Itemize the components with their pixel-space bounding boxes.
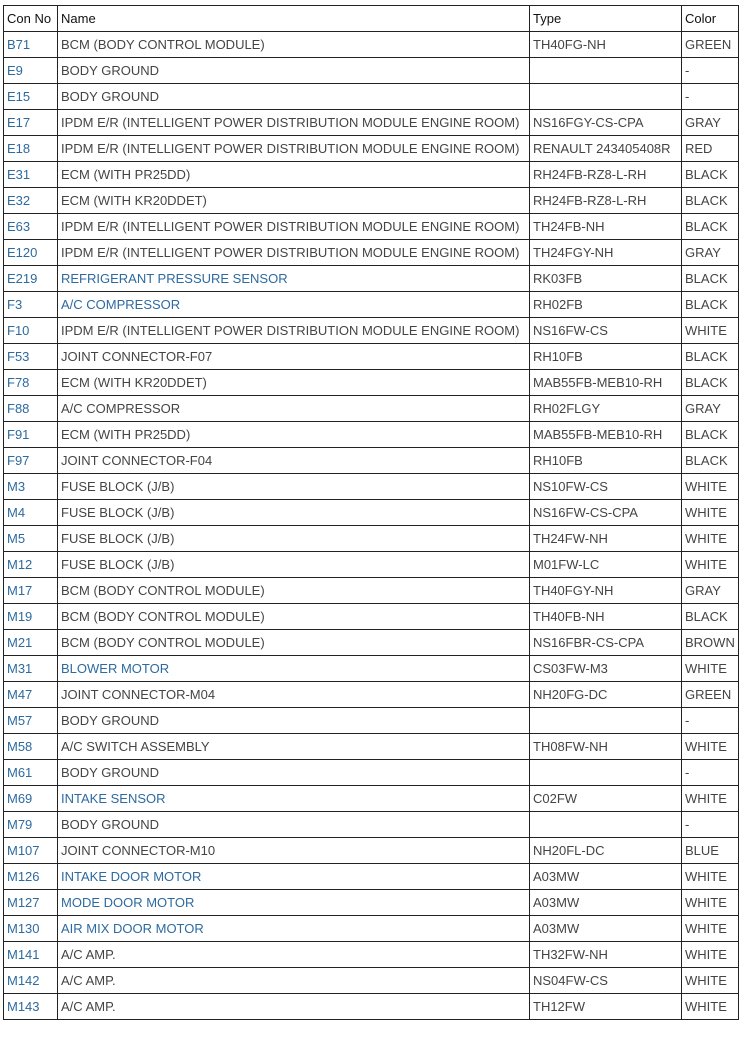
- table-header-row: [4, 6, 739, 32]
- header-con-no: Con No: [4, 6, 58, 32]
- component-name: BODY GROUND: [61, 765, 159, 780]
- component-name: ECM (WITH KR20DDET): [61, 375, 207, 390]
- component-name: IPDM E/R (INTELLIGENT POWER DISTRIBUTION MODULE ENGINE ROOM): [61, 141, 520, 156]
- table-row: [4, 786, 739, 812]
- connector-table: [3, 5, 739, 1020]
- connector-link[interactable]: F91: [7, 427, 30, 442]
- connector-type: TH40FG-NH: [533, 37, 606, 52]
- connector-link[interactable]: E17: [7, 115, 31, 130]
- table-row: [4, 162, 739, 188]
- header-color: Color: [682, 6, 739, 32]
- connector-link[interactable]: M3: [7, 479, 26, 494]
- connector-type: RH10FB: [533, 349, 583, 364]
- component-name: A/C AMP.: [61, 973, 116, 988]
- table-row: [4, 266, 739, 292]
- table-row: [4, 916, 739, 942]
- connector-link[interactable]: M4: [7, 505, 26, 520]
- table-row: [4, 110, 739, 136]
- connector-type: NH20FL-DC: [533, 843, 605, 858]
- table-row: [4, 292, 739, 318]
- connector-link[interactable]: M127: [7, 895, 40, 910]
- connector-type: C02FW: [533, 791, 578, 806]
- connector-type: NS16FW-CS-CPA: [533, 505, 638, 520]
- connector-color: BLACK: [685, 297, 728, 312]
- component-name: A/C AMP.: [61, 947, 116, 962]
- component-name: BODY GROUND: [61, 713, 159, 728]
- connector-link[interactable]: M17: [7, 583, 33, 598]
- connector-link[interactable]: E15: [7, 89, 31, 104]
- connector-color: WHITE: [685, 557, 727, 572]
- table-row: [4, 734, 739, 760]
- table-row: [4, 682, 739, 708]
- connector-type: TH32FW-NH: [533, 947, 608, 962]
- connector-color: BLACK: [685, 193, 728, 208]
- component-link[interactable]: MODE DOOR MOTOR: [61, 895, 195, 910]
- connector-link[interactable]: B71: [7, 37, 31, 52]
- table-row: [4, 370, 739, 396]
- connector-link[interactable]: M19: [7, 609, 33, 624]
- connector-type: A03MW: [533, 869, 580, 884]
- table-row: [4, 864, 739, 890]
- connector-color: GRAY: [685, 583, 721, 598]
- connector-color: WHITE: [685, 479, 727, 494]
- connector-type: A03MW: [533, 921, 580, 936]
- table-row: [4, 708, 739, 734]
- connector-color: GRAY: [685, 245, 721, 260]
- connector-link[interactable]: M21: [7, 635, 33, 650]
- connector-color: WHITE: [685, 661, 727, 676]
- component-name: A/C SWITCH ASSEMBLY: [61, 739, 210, 754]
- connector-link[interactable]: E63: [7, 219, 31, 234]
- connector-color: BLACK: [685, 167, 728, 182]
- component-name: FUSE BLOCK (J/B): [61, 505, 175, 520]
- component-name: BODY GROUND: [61, 89, 159, 104]
- connector-color: WHITE: [685, 895, 727, 910]
- connector-link[interactable]: M141: [7, 947, 40, 962]
- connector-color: BLACK: [685, 349, 728, 364]
- connector-link[interactable]: M12: [7, 557, 33, 572]
- table-row: [4, 526, 739, 552]
- connector-color: WHITE: [685, 999, 727, 1014]
- component-name: IPDM E/R (INTELLIGENT POWER DISTRIBUTION MODULE ENGINE ROOM): [61, 323, 520, 338]
- connector-color: GREEN: [685, 37, 732, 52]
- connector-link[interactable]: M61: [7, 765, 33, 780]
- table-row: [4, 474, 739, 500]
- connector-type: NH20FG-DC: [533, 687, 608, 702]
- connector-color: WHITE: [685, 791, 727, 806]
- table-row: [4, 136, 739, 162]
- component-name: IPDM E/R (INTELLIGENT POWER DISTRIBUTION MODULE ENGINE ROOM): [61, 115, 520, 130]
- table-row: [4, 942, 739, 968]
- connector-type: MAB55FB-MEB10-RH: [533, 375, 663, 390]
- component-name: BCM (BODY CONTROL MODULE): [61, 37, 265, 52]
- connector-color: BLACK: [685, 375, 728, 390]
- connector-color: WHITE: [685, 947, 727, 962]
- connector-link[interactable]: E219: [7, 271, 38, 286]
- connector-color: -: [685, 89, 690, 104]
- component-name: BODY GROUND: [61, 817, 159, 832]
- component-name: IPDM E/R (INTELLIGENT POWER DISTRIBUTION MODULE ENGINE ROOM): [61, 219, 520, 234]
- table-row: [4, 318, 739, 344]
- table-row: [4, 630, 739, 656]
- table-row: [4, 968, 739, 994]
- connector-type: TH40FGY-NH: [533, 583, 614, 598]
- connector-type: NS16FBR-CS-CPA: [533, 635, 645, 650]
- connector-link[interactable]: M79: [7, 817, 33, 832]
- connector-link[interactable]: M47: [7, 687, 33, 702]
- connector-type: TH24FW-NH: [533, 531, 608, 546]
- connector-color: BLACK: [685, 453, 728, 468]
- component-name: A/C AMP.: [61, 999, 116, 1014]
- connector-color: -: [685, 63, 690, 78]
- connector-color: -: [685, 765, 690, 780]
- connector-type: TH24FGY-NH: [533, 245, 614, 260]
- table-row: [4, 32, 739, 58]
- component-name: ECM (WITH PR25DD): [61, 167, 191, 182]
- connector-link[interactable]: F10: [7, 323, 30, 338]
- table-row: [4, 422, 739, 448]
- connector-link[interactable]: E120: [7, 245, 38, 260]
- connector-type: TH08FW-NH: [533, 739, 608, 754]
- connector-color: RED: [685, 141, 713, 156]
- connector-link[interactable]: M5: [7, 531, 26, 546]
- component-name: JOINT CONNECTOR-M04: [61, 687, 216, 702]
- connector-type: RH02FLGY: [533, 401, 601, 416]
- connector-color: WHITE: [685, 921, 727, 936]
- connector-link[interactable]: M69: [7, 791, 33, 806]
- connector-link[interactable]: M130: [7, 921, 40, 936]
- table-row: [4, 188, 739, 214]
- component-name: IPDM E/R (INTELLIGENT POWER DISTRIBUTION MODULE ENGINE ROOM): [61, 245, 520, 260]
- connector-color: BLACK: [685, 609, 728, 624]
- component-link[interactable]: AIR MIX DOOR MOTOR: [61, 921, 204, 936]
- connector-type: MAB55FB-MEB10-RH: [533, 427, 663, 442]
- component-name: BODY GROUND: [61, 63, 159, 78]
- connector-link[interactable]: F78: [7, 375, 30, 390]
- connector-color: WHITE: [685, 739, 727, 754]
- component-link[interactable]: REFRIGERANT PRESSURE SENSOR: [61, 271, 288, 286]
- connector-color: WHITE: [685, 531, 727, 546]
- connector-color: BLACK: [685, 219, 728, 234]
- connector-link[interactable]: M107: [7, 843, 40, 858]
- connector-type: RH24FB-RZ8-L-RH: [533, 193, 647, 208]
- connector-color: GREEN: [685, 687, 732, 702]
- connector-type: RH24FB-RZ8-L-RH: [533, 167, 647, 182]
- component-name: FUSE BLOCK (J/B): [61, 479, 175, 494]
- connector-color: GRAY: [685, 115, 721, 130]
- connector-type: A03MW: [533, 895, 580, 910]
- table-row: [4, 214, 739, 240]
- header-type: Type: [530, 6, 682, 32]
- component-link[interactable]: BLOWER MOTOR: [61, 661, 170, 676]
- connector-type: NS10FW-CS: [533, 479, 608, 494]
- table-row: [4, 656, 739, 682]
- component-name: BCM (BODY CONTROL MODULE): [61, 635, 265, 650]
- table-row: [4, 240, 739, 266]
- table-row: [4, 448, 739, 474]
- component-name: JOINT CONNECTOR-F04: [61, 453, 213, 468]
- component-link[interactable]: INTAKE SENSOR: [61, 791, 166, 806]
- connector-link[interactable]: E31: [7, 167, 31, 182]
- connector-color: GRAY: [685, 401, 721, 416]
- connector-link[interactable]: M58: [7, 739, 33, 754]
- table-row: [4, 58, 739, 84]
- component-link[interactable]: INTAKE DOOR MOTOR: [61, 869, 202, 884]
- component-name: FUSE BLOCK (J/B): [61, 557, 175, 572]
- component-link[interactable]: A/C COMPRESSOR: [61, 297, 181, 312]
- table-row: [4, 604, 739, 630]
- table-row: [4, 500, 739, 526]
- table-row: [4, 890, 739, 916]
- table-row: [4, 552, 739, 578]
- connector-type: TH24FB-NH: [533, 219, 605, 234]
- connector-link[interactable]: F88: [7, 401, 30, 416]
- connector-link[interactable]: F3: [7, 297, 23, 312]
- connector-link[interactable]: E32: [7, 193, 31, 208]
- component-name: FUSE BLOCK (J/B): [61, 531, 175, 546]
- component-name: A/C COMPRESSOR: [61, 401, 181, 416]
- connector-color: BROWN: [685, 635, 735, 650]
- connector-link[interactable]: M143: [7, 999, 40, 1014]
- header-name: Name: [58, 6, 530, 32]
- connector-color: WHITE: [685, 323, 727, 338]
- table-row: [4, 396, 739, 422]
- table-row: [4, 578, 739, 604]
- connector-type: NS16FW-CS: [533, 323, 608, 338]
- connector-link[interactable]: E9: [7, 63, 23, 78]
- connector-color: WHITE: [685, 973, 727, 988]
- connector-color: WHITE: [685, 505, 727, 520]
- component-name: BCM (BODY CONTROL MODULE): [61, 609, 265, 624]
- connector-link[interactable]: M126: [7, 869, 40, 884]
- connector-link[interactable]: F97: [7, 453, 30, 468]
- connector-type: M01FW-LC: [533, 557, 600, 572]
- component-name: ECM (WITH KR20DDET): [61, 193, 207, 208]
- component-name: JOINT CONNECTOR-F07: [61, 349, 213, 364]
- connector-type: NS04FW-CS: [533, 973, 608, 988]
- component-name: BCM (BODY CONTROL MODULE): [61, 583, 265, 598]
- connector-type: NS16FGY-CS-CPA: [533, 115, 644, 130]
- connector-link[interactable]: M142: [7, 973, 40, 988]
- table-row: [4, 760, 739, 786]
- connector-color: -: [685, 817, 690, 832]
- connector-color: -: [685, 713, 690, 728]
- connector-link[interactable]: E18: [7, 141, 31, 156]
- connector-color: BLUE: [685, 843, 719, 858]
- component-name: ECM (WITH PR25DD): [61, 427, 191, 442]
- table-row: [4, 994, 739, 1020]
- connector-type: RK03FB: [533, 271, 583, 286]
- table-row: [4, 344, 739, 370]
- component-name: JOINT CONNECTOR-M10: [61, 843, 216, 858]
- table-row: [4, 838, 739, 864]
- connector-type: TH12FW: [533, 999, 585, 1014]
- table-row: [4, 812, 739, 838]
- connector-type: RENAULT 243405408R: [533, 141, 671, 156]
- connector-color: WHITE: [685, 869, 727, 884]
- connector-link[interactable]: F53: [7, 349, 30, 364]
- connector-color: BLACK: [685, 427, 728, 442]
- connector-link[interactable]: M31: [7, 661, 33, 676]
- connector-link[interactable]: M57: [7, 713, 33, 728]
- connector-color: BLACK: [685, 271, 728, 286]
- connector-type: RH10FB: [533, 453, 583, 468]
- table-row: [4, 84, 739, 110]
- connector-type: TH40FB-NH: [533, 609, 605, 624]
- connector-type: CS03FW-M3: [533, 661, 608, 676]
- connector-type: RH02FB: [533, 297, 583, 312]
